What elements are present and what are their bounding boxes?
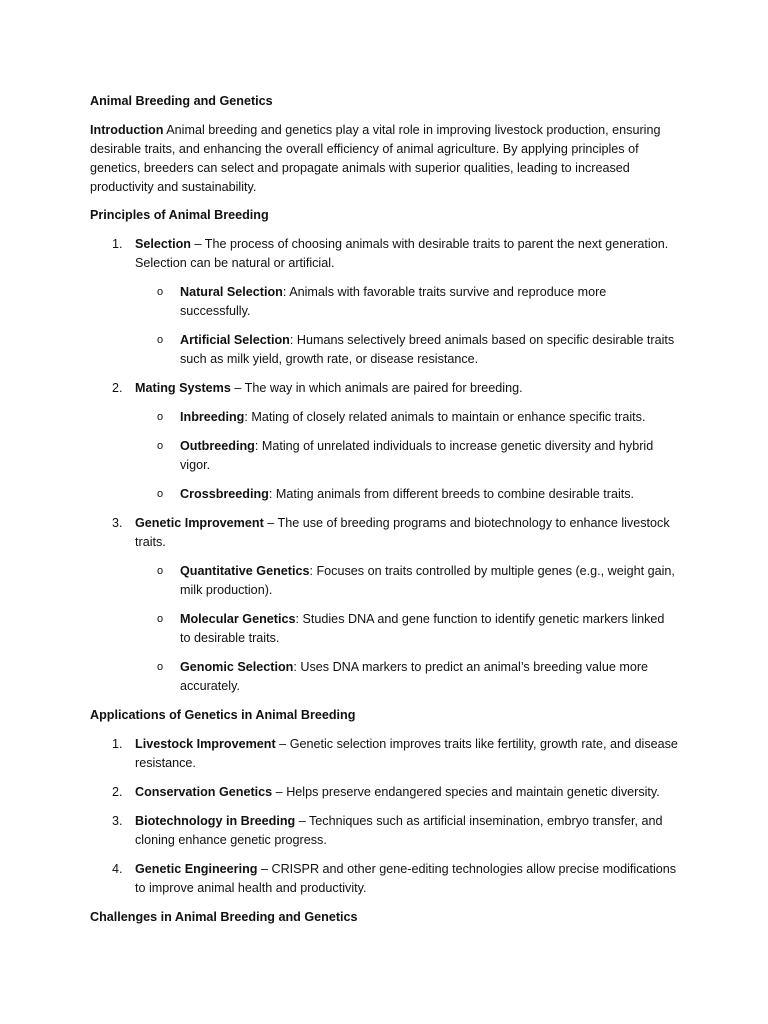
sub-term: Crossbreeding — [180, 487, 269, 501]
application-term: Biotechnology in Breeding — [135, 814, 296, 828]
list-number: 3. — [112, 516, 123, 530]
application-item — [90, 735, 678, 773]
applications-heading: Applications of Genetics in Animal Breeding — [90, 708, 356, 722]
list-item — [135, 610, 678, 648]
principle-text: – The way in which animals are paired for breeding. — [230, 381, 523, 395]
sub-term: Genomic Selection — [180, 660, 294, 674]
sub-text: : Mating of unrelated individuals to increase genetic diversity and hybrid vigor. — [180, 439, 654, 472]
intro-paragraph — [90, 121, 678, 197]
sub-term: Artificial Selection — [180, 333, 290, 347]
sub-text: : Animals with favorable traits survive and reproduce more successfully. — [180, 285, 607, 318]
list-number: 2. — [112, 381, 123, 395]
sub-list — [135, 283, 678, 369]
principle-term: Genetic Improvement — [135, 516, 264, 530]
principle-item-mating-systems — [90, 379, 678, 504]
sub-text: : Mating animals from different breeds to combine desirable traits. — [268, 487, 635, 501]
list-item — [135, 331, 678, 369]
list-item — [135, 485, 678, 504]
principle-item-selection — [90, 235, 678, 369]
circle-bullet-icon: o — [157, 661, 164, 673]
list-item — [135, 562, 678, 600]
applications-list — [90, 735, 678, 898]
list-item — [135, 408, 678, 427]
list-item — [135, 437, 678, 475]
application-text: – Helps preserve endangered species and maintain genetic diversity. — [272, 785, 660, 799]
sub-term: Natural Selection — [180, 285, 283, 299]
sub-text: : Mating of closely related animals to maintain or enhance specific traits. — [244, 410, 646, 424]
intro-label: Introduction — [90, 123, 164, 137]
list-number: 4. — [112, 862, 123, 876]
sub-text: : Uses DNA markers to predict an animal’s breeding value more accurately. — [180, 660, 649, 693]
sub-text: : Focuses on traits controlled by multiple genes (e.g., weight gain, milk production). — [180, 564, 675, 597]
circle-bullet-icon: o — [157, 334, 164, 346]
principles-heading: Principles of Animal Breeding — [90, 208, 269, 222]
application-term: Genetic Engineering — [135, 862, 258, 876]
principle-term: Mating Systems — [135, 381, 231, 395]
list-item — [135, 658, 678, 696]
circle-bullet-icon: o — [157, 286, 164, 298]
circle-bullet-icon: o — [157, 411, 164, 423]
circle-bullet-icon: o — [157, 440, 164, 452]
principle-term: Selection — [135, 237, 191, 251]
application-term: Livestock Improvement — [135, 737, 276, 751]
sub-term: Quantitative Genetics — [180, 564, 310, 578]
sub-text: : Humans selectively breed animals based on specific desirable traits such as milk yield, growth rate, or disease resistance. — [180, 333, 675, 366]
list-number: 1. — [112, 237, 123, 251]
application-text: – Techniques such as artificial insemination, embryo transfer, and cloning enhance genetic progress. — [135, 814, 663, 847]
application-term: Conservation Genetics — [135, 785, 273, 799]
application-item — [90, 812, 678, 850]
principle-text: – The process of choosing animals with desirable traits to parent the next generation. Selection can be natural or artificial. — [135, 237, 669, 270]
principle-item-genetic-improvement — [90, 514, 678, 696]
circle-bullet-icon: o — [157, 565, 164, 577]
application-item — [90, 860, 678, 898]
application-text: – CRISPR and other gene-editing technologies allow precise modifications to improve animal health and productivity. — [135, 862, 677, 895]
list-number: 3. — [112, 814, 123, 828]
sub-list — [135, 562, 678, 696]
principles-list — [90, 235, 678, 696]
sub-term: Inbreeding — [180, 410, 245, 424]
sub-term: Molecular Genetics — [180, 612, 296, 626]
intro-text: Animal breeding and genetics play a vital role in improving livestock production, ensuring desirable traits, and enhancing the overall efficiency of animal agriculture. By applying principles of genetics, breeders can select and propagate animals with superior qualities, leading to increased productivity and sustainability. — [90, 123, 661, 194]
circle-bullet-icon: o — [157, 488, 164, 500]
application-item — [90, 783, 678, 802]
list-number: 2. — [112, 785, 123, 799]
circle-bullet-icon: o — [157, 613, 164, 625]
document-title: Animal Breeding and Genetics — [90, 94, 273, 108]
principle-text: – The use of breeding programs and biotechnology to enhance livestock traits. — [135, 516, 670, 549]
list-number: 1. — [112, 737, 123, 751]
sub-term: Outbreeding — [180, 439, 255, 453]
sub-text: : Studies DNA and gene function to identify genetic markers linked to desirable traits. — [180, 612, 665, 645]
sub-list — [135, 408, 678, 504]
challenges-heading: Challenges in Animal Breeding and Genetics — [90, 910, 358, 924]
application-text: – Genetic selection improves traits like fertility, growth rate, and disease resistance. — [135, 737, 678, 770]
list-item — [135, 283, 678, 321]
